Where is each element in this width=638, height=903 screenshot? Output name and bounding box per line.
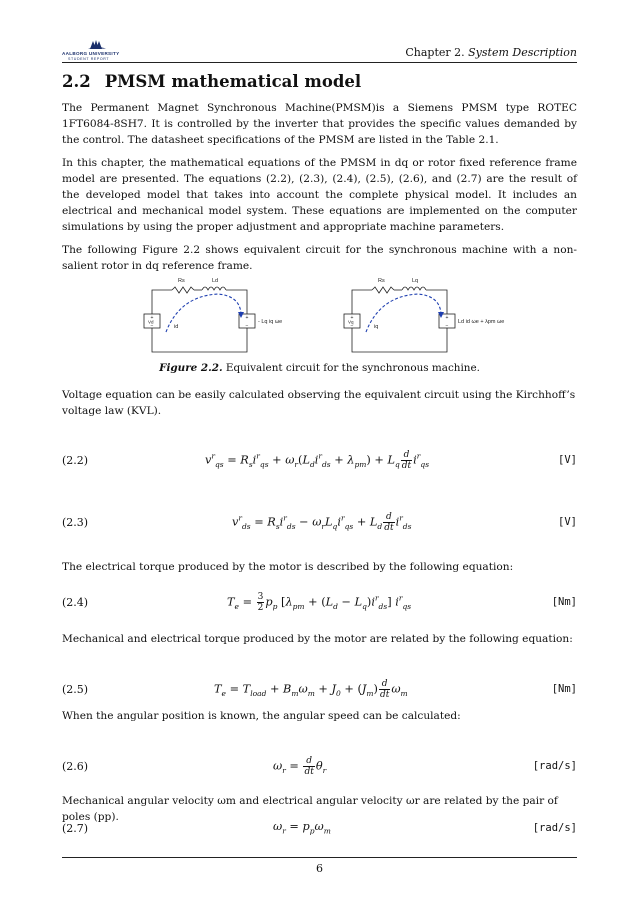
section-heading — [62, 72, 577, 91]
inductor-ld — [202, 287, 226, 290]
label-rs-left: Rs — [178, 278, 185, 284]
svg-text:−: − — [445, 323, 449, 329]
paragraph-kvl: Voltage equation can be easily calculated observing the equivalent circuit using the Kirchhoff’s voltage law (KVL). — [62, 389, 576, 418]
logo-mark-icon — [64, 38, 130, 50]
resistor-rs-left — [172, 287, 194, 293]
equation-body: $T_e$ = $\frac{3}{2}$ $p_p$ $[\lambda_{pm} + (L_d - L_q)i^r_{ds}]$ $i^r_{qs}$ — [227, 592, 412, 613]
equation-2-6 — [62, 756, 577, 780]
equation-number: (2.3) — [62, 516, 89, 529]
equation-unit: [Nm] — [551, 683, 577, 695]
svg-text:+: + — [350, 315, 354, 321]
figure-caption-text: Equivalent circuit for the synchronous machine. — [225, 362, 480, 374]
equation-unit: [V] — [558, 454, 577, 466]
equation-number: (2.6) — [62, 760, 89, 773]
equation-number: (2.5) — [62, 683, 89, 696]
page-number: 6 — [316, 862, 323, 875]
equation-number: (2.4) — [62, 596, 89, 609]
label-emf-right: Ld id ωe + λpm ωe — [458, 319, 505, 325]
chapter-title: System Description — [468, 46, 577, 59]
equation-2-7 — [62, 818, 577, 842]
paragraph-angular: When the angular position is known, the angular speed can be calculated: — [62, 710, 461, 722]
equation-2-5 — [62, 679, 577, 703]
page-header — [62, 38, 577, 62]
equivalent-circuit-diagram — [140, 274, 510, 364]
svg-text:+: + — [445, 315, 449, 321]
label-rs-right: Rs — [378, 278, 385, 284]
paragraph-model: In this chapter, the mathematical equations of the PMSM in dq or rotor fixed reference frame model are presented. The equations (2.2), (2.3), (2.4), (2.5), (2.6), and (2.7) are the result of the developed model that takes into account the complete physical model. It includes an electrical and mechanical model system. These equations are implemented on the computer simulations by using the proper adjustment and appropriate machine parameters. — [62, 156, 577, 234]
label-vq: Vq — [348, 319, 354, 325]
equation-body: $v^r_{qs} = R_si^r_{qs} + \omega_r(L_di^r_{ds} + \lambda_{pm}) + L_q$ $\frac{d}{dt}$ $i^r_{qs}$ — [205, 450, 430, 471]
equation-unit: [Nm] — [551, 596, 577, 608]
university-logo — [62, 38, 132, 62]
label-id: id — [174, 324, 179, 330]
equation-body: $v^r_{ds} = R_si^r_{ds} - \omega_rL_qi^r_{qs} + L_d$ $\frac{d}{dt}$ $i^r_{ds}$ — [232, 512, 412, 533]
paragraph-figure-ref: The following Figure 2.2 shows equivalent circuit for the synchronous machine with a non-salient rotor in dq reference frame. — [62, 243, 577, 272]
label-ld: Ld — [212, 278, 219, 284]
equation-number: (2.2) — [62, 454, 89, 467]
label-vd: Vd — [148, 319, 154, 325]
paragraph-torque: The electrical torque produced by the motor is described by the following equation: — [62, 561, 514, 573]
equation-body: $T_e = T_{load} + B_m\omega_m + J_0 + (J_m)$ $\frac{d}{dt}$ $\omega_m$ — [214, 679, 408, 700]
label-emf-left: - Lq iq ωe — [258, 319, 283, 325]
equation-2-3 — [62, 512, 577, 536]
equation-body: $\omega_r = p_p\omega_m$ — [273, 820, 331, 836]
inductor-lq — [402, 287, 426, 290]
equation-2-2 — [62, 450, 577, 474]
svg-text:−: − — [350, 323, 354, 329]
section-title: PMSM mathematical model — [104, 72, 362, 91]
figure-label: Figure 2.2. — [159, 362, 223, 374]
chapter-heading — [405, 46, 577, 59]
equation-unit: [rad/s] — [532, 760, 577, 772]
footer-rule — [62, 857, 577, 858]
label-lq: Lq — [412, 278, 419, 284]
svg-text:−: − — [245, 323, 249, 329]
svg-text:+: + — [245, 315, 249, 321]
chapter-prefix: Chapter 2. — [405, 46, 465, 59]
paragraph-poles: Mechanical angular velocity ωm and electrical angular velocity ωr are related by the pair of poles (pp). — [62, 795, 558, 824]
section-number: 2.2 — [62, 72, 91, 91]
svg-text:−: − — [150, 323, 154, 329]
paragraph-intro: The Permanent Magnet Synchronous Machine(PMSM)is a Siemens PMSM type ROTEC 1FT6084-8SH7. It is controlled by the inverter that provides the specific values demanded by the control. The datasheet specifications of the PMSM are listed in the Table 2.1. — [62, 102, 577, 147]
main-content — [62, 72, 577, 274]
equation-body: $\omega_r$ = $\frac{d}{dt}$ $\theta_r$ — [273, 756, 327, 777]
university-name: AALBORG UNIVERSITY — [62, 51, 120, 56]
svg-text:+: + — [150, 315, 154, 321]
label-iq: iq — [374, 324, 379, 330]
equation-number: (2.7) — [62, 822, 89, 835]
university-subtitle: STUDENT REPORT — [68, 57, 110, 61]
equation-unit: [rad/s] — [532, 822, 577, 834]
equation-2-4 — [62, 592, 577, 616]
paragraph-mechanical: Mechanical and electrical torque produced by the motor are related by the following equation: — [62, 633, 573, 645]
figure-caption — [62, 362, 577, 374]
equation-unit: [V] — [558, 516, 577, 528]
header-rule — [62, 62, 577, 63]
resistor-rs-right — [372, 287, 394, 293]
